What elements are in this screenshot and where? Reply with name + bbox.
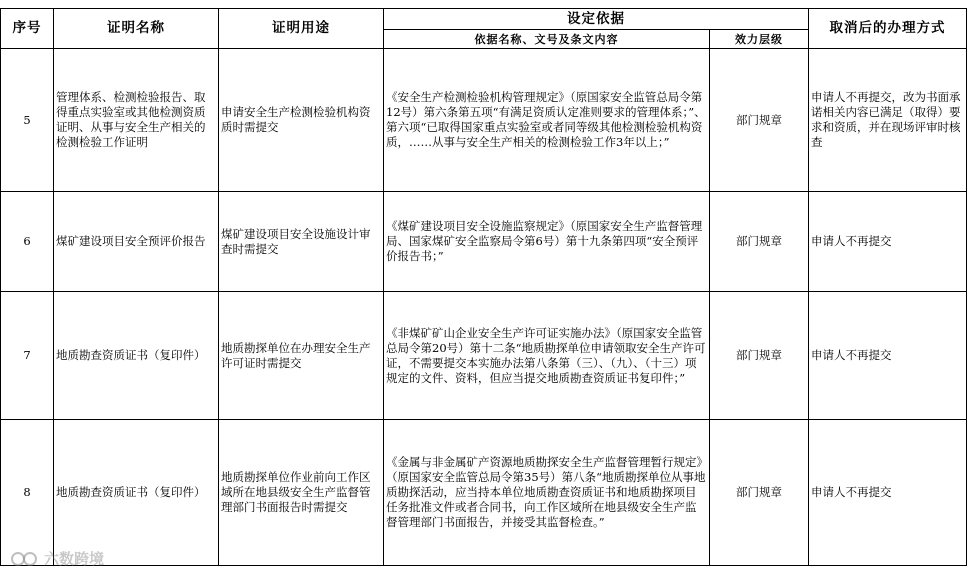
cell-seq: 5 (1, 49, 54, 192)
cell-seq: 8 (1, 420, 54, 566)
cell-level: 部门规章 (710, 192, 809, 292)
cell-after-cancel: 申请人不再提交 (809, 292, 967, 420)
cell-basis: 《非煤矿矿山企业安全生产许可证实施办法》（原国家安全监管总局令第20号）第十二条“地质勘探单位申请领取安全生产许可证，不需要提交本实施办法第八条第（三）、（九）、（十三）项规定的文件、资料，但应当提交地质勘查资质证书复印件；” (384, 292, 710, 420)
table-row (1, 192, 967, 292)
cell-level: 部门规章 (710, 420, 809, 566)
cell-basis: 《金属与非金属矿产资源地质勘探安全生产监督管理暂行规定》（原国家安全监管总局令第35号）第八条“地质勘探单位从事地质勘探活动，应当持本单位地质勘查资质证书和地质勘探项目任务批准文件或者合同书，向工作区域所在地县级安全生产监督管理部门书面报告，并接受其监督检查。” (384, 420, 710, 566)
header-basis-content: 依据名称、文号及条文内容 (384, 30, 710, 49)
header-after-cancel: 取消后的办理方式 (809, 9, 967, 49)
cell-level: 部门规章 (710, 49, 809, 192)
cell-cert-use: 地质勘探单位在办理安全生产许可证时需提交 (219, 292, 384, 420)
cell-cert-name: 管理体系、检测检验报告、取得重点实验室或其他检测资质证明、从事与安全生产相关的检测检验工作证明 (54, 49, 219, 192)
header-cert-name: 证明名称 (54, 9, 219, 49)
cell-after-cancel: 申请人不再提交，改为书面承诺相关内容已满足（取得）要求和资质，并在现场评审时核查 (809, 49, 967, 192)
table-row (1, 49, 967, 192)
cell-level: 部门规章 (710, 292, 809, 420)
header-seq: 序号 (1, 9, 54, 49)
cell-basis: 《煤矿建设项目安全设施监察规定》（原国家安全生产监督管理局、国家煤矿安全监察局令第6号）第十九条第四项“安全预评价报告书；” (384, 192, 710, 292)
cell-cert-use: 申请安全生产检测检验机构资质时需提交 (219, 49, 384, 192)
watermark-logo-icon (10, 551, 40, 567)
header-cert-use: 证明用途 (219, 9, 384, 49)
cell-cert-name: 煤矿建设项目安全预评价报告 (54, 192, 219, 292)
watermark (10, 548, 104, 569)
cell-cert-use: 煤矿建设项目安全设施设计审查时需提交 (219, 192, 384, 292)
cell-cert-use: 地质勘探单位作业前向工作区域所在地县级安全生产监督管理部门书面报告时需提交 (219, 420, 384, 566)
cell-cert-name: 地质勘查资质证书（复印件） (54, 420, 219, 566)
cell-basis: 《安全生产检测检验机构管理规定》（原国家安全监管总局令第12号）第六条第五项“有满足资质认定准则要求的管理体系；”、第六项“已取得国家重点实验室或者同等级其他检测检验机构资质，……从事与安全生产相关的检测检验工作3年以上；” (384, 49, 710, 192)
watermark-text: 六数跨境 (44, 550, 105, 568)
certificate-table (0, 8, 967, 566)
header-level: 效力层级 (710, 30, 809, 49)
cell-seq: 7 (1, 292, 54, 420)
cell-after-cancel: 申请人不再提交 (809, 192, 967, 292)
table-row (1, 420, 967, 566)
table-row (1, 292, 967, 420)
cell-after-cancel: 申请人不再提交 (809, 420, 967, 566)
cell-cert-name: 地质勘查资质证书（复印件） (54, 292, 219, 420)
cell-seq: 6 (1, 192, 54, 292)
header-basis-group: 设定依据 (384, 9, 809, 30)
